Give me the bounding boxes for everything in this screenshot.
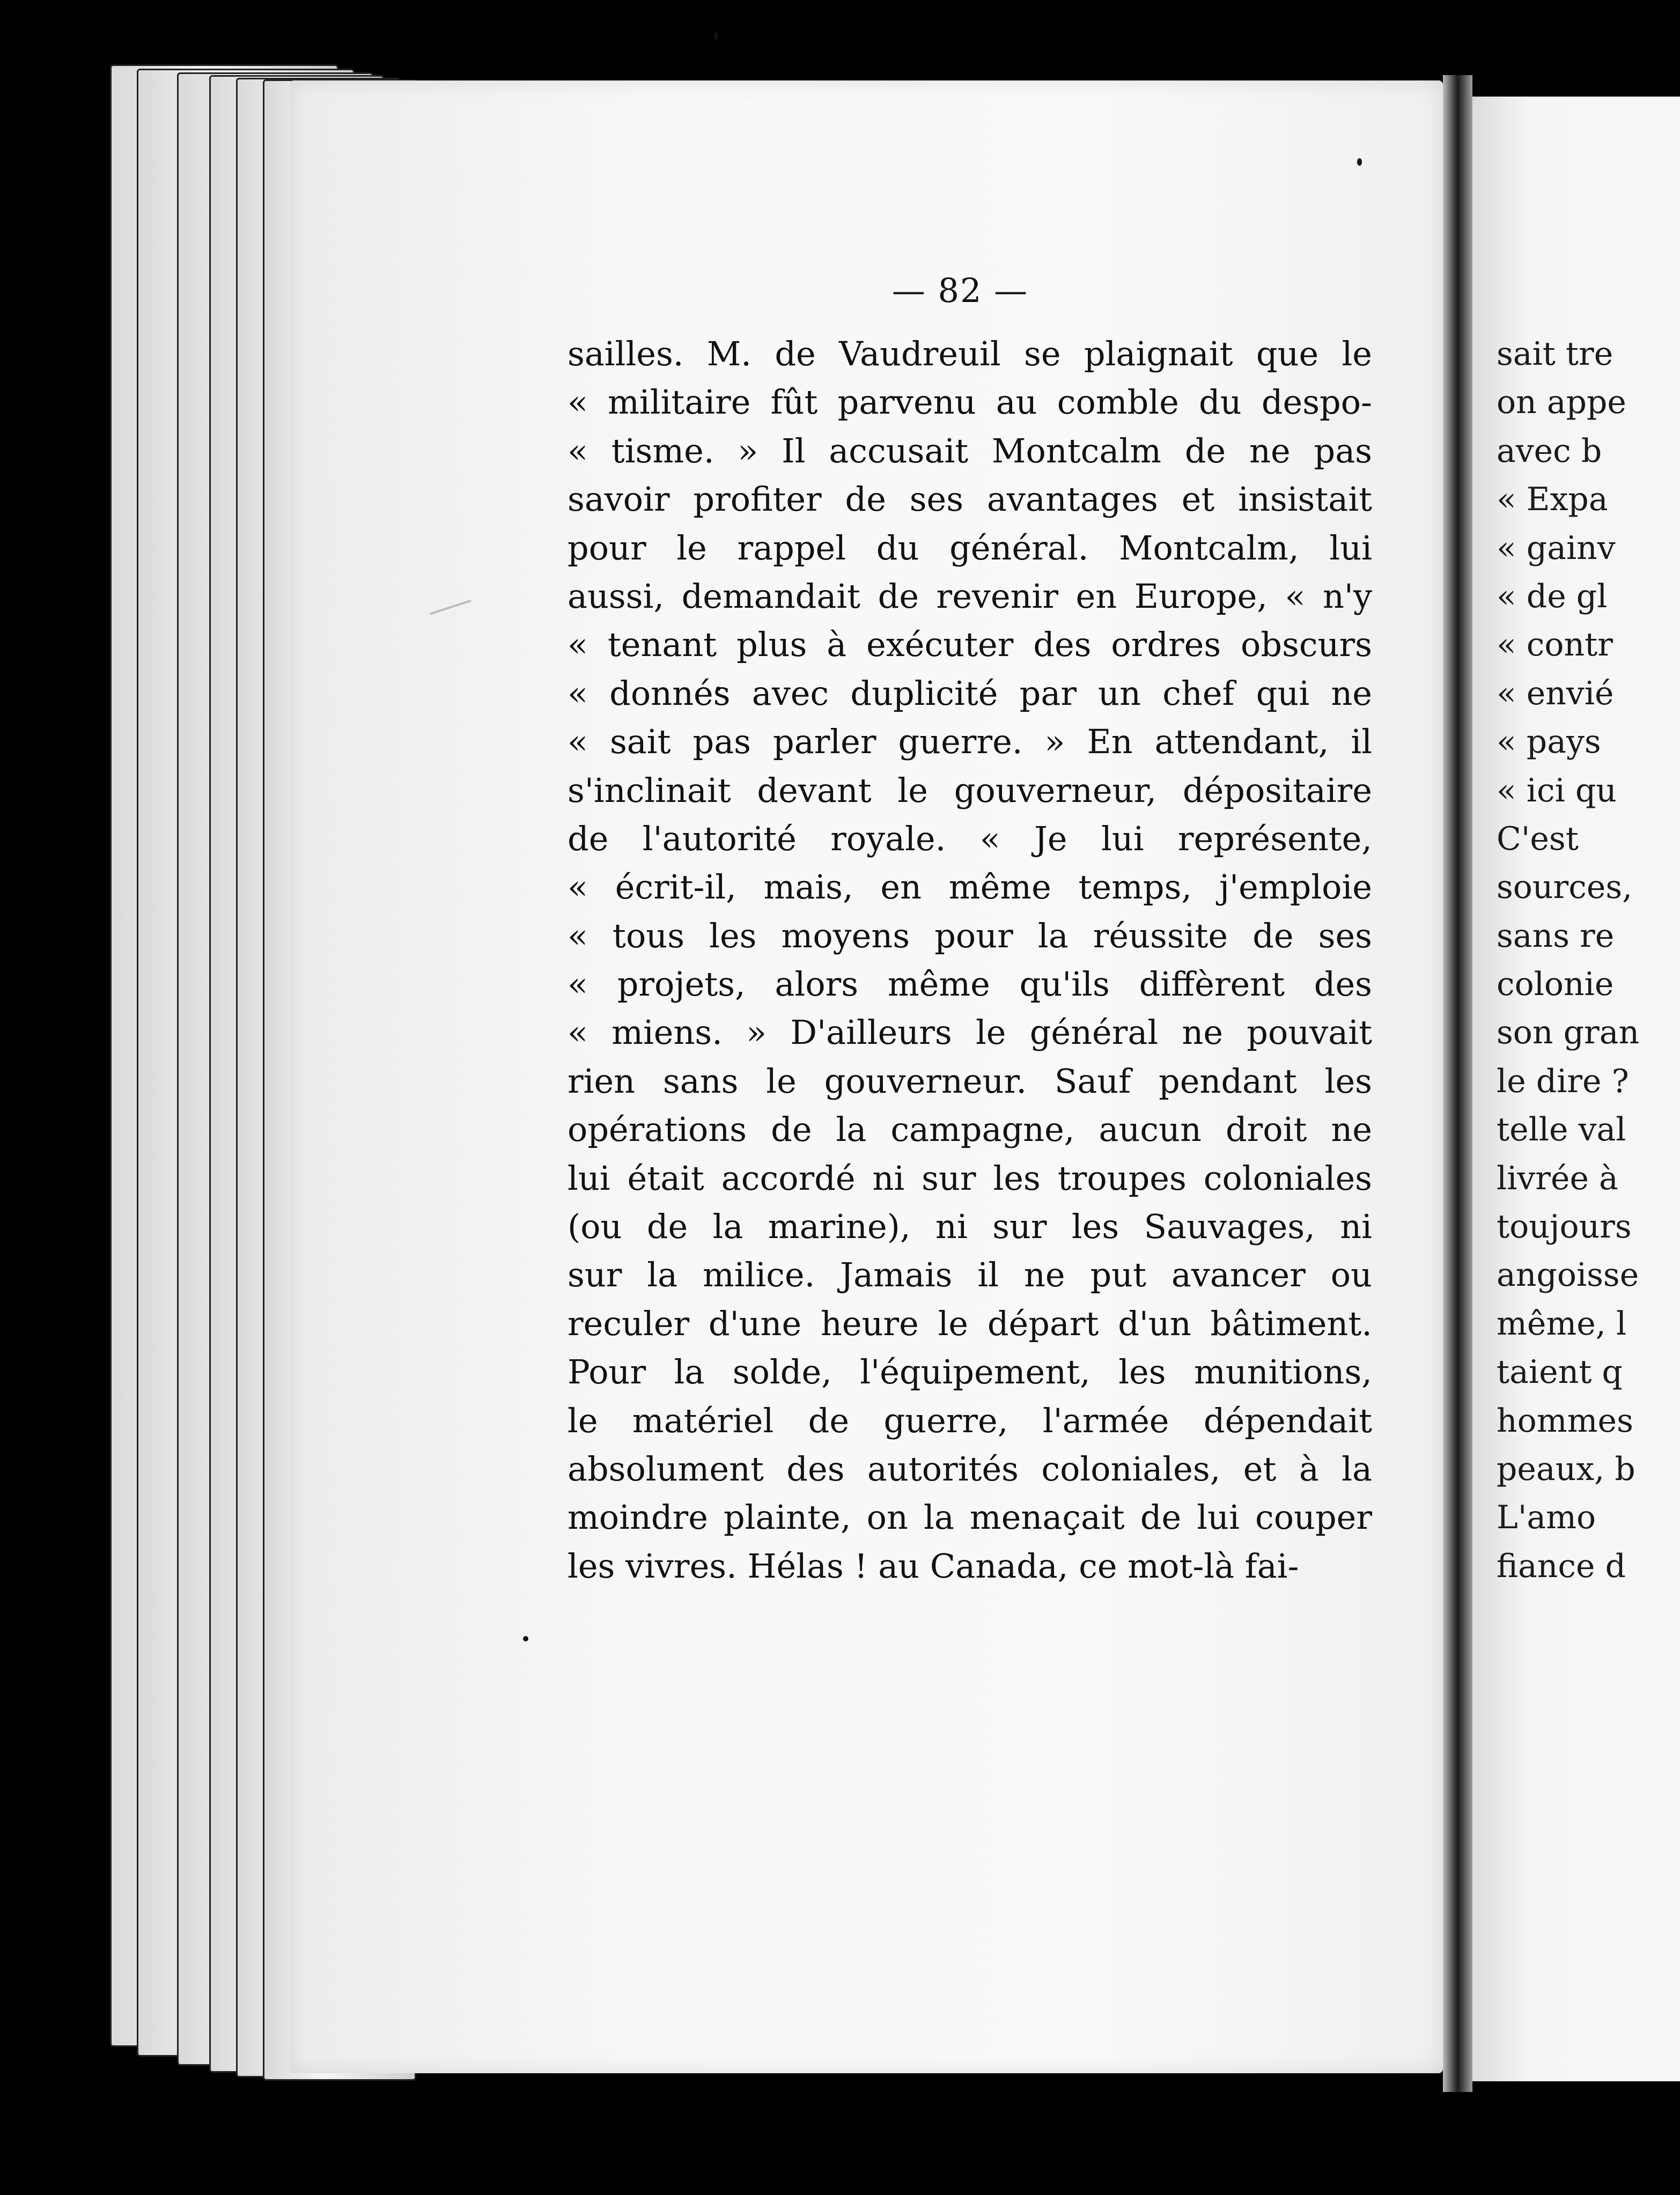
text-line: absolument des autorités coloniales, et à la xyxy=(568,1449,1372,1489)
body-text xyxy=(568,330,1372,1590)
text-line: « miens. » D'ailleurs le général ne pouvait xyxy=(568,1013,1372,1052)
text-line: « tenant plus à exécuter des ordres obscurs xyxy=(568,625,1372,665)
text-line: de l'autorité royale. « Je lui représente, xyxy=(568,819,1372,858)
facing-text-line: peaux, b xyxy=(1497,1450,1635,1488)
facing-text-line: on appe xyxy=(1497,384,1626,422)
text-line: « projets, alors même qu'ils diffèrent des xyxy=(568,964,1372,1004)
facing-text-line: colonie xyxy=(1497,966,1614,1004)
facing-text-line: sans re xyxy=(1497,917,1615,955)
text-line: (ou de la marine), ni sur les Sauvages, ni xyxy=(568,1207,1372,1247)
text-line: « tisme. » Il accusait Montcalm de ne pas xyxy=(568,431,1372,470)
facing-text-line: même, l xyxy=(1497,1305,1627,1343)
scan-speck xyxy=(1357,158,1362,166)
text-line: Pour la solde, l'équipement, les munitions, xyxy=(568,1352,1372,1392)
facing-page-text xyxy=(1497,330,1680,1590)
text-line: le matériel de guerre, l'armée dépendait xyxy=(568,1401,1372,1440)
text-line: « tous les moyens pour la réussite de ses xyxy=(568,916,1372,955)
facing-text-line: « contr xyxy=(1497,626,1613,664)
text-line: les vivres. Hélas ! au Canada, ce mot-là fai- xyxy=(568,1546,1299,1586)
text-line: aussi, demandait de revenir en Europe, « n'y xyxy=(568,576,1372,616)
text-line: rien sans le gouverneur. Sauf pendant les xyxy=(568,1061,1372,1101)
scan-speck xyxy=(523,1636,528,1641)
text-line: lui était accordé ni sur les troupes coloniales xyxy=(568,1158,1372,1198)
text-line: « militaire fût parvenu au comble du despo- xyxy=(568,382,1372,422)
facing-text-line: « envié xyxy=(1497,674,1614,712)
text-line: sur la milice. Jamais il ne put avancer ou xyxy=(568,1255,1372,1295)
page-number: — 82 — xyxy=(891,271,1029,310)
facing-text-line: angoisse xyxy=(1497,1256,1639,1294)
facing-text-line: « Expa xyxy=(1497,481,1608,519)
facing-text-line: fiance d xyxy=(1497,1547,1626,1585)
facing-text-line: telle val xyxy=(1497,1111,1626,1149)
facing-text-line: avec b xyxy=(1497,432,1602,470)
book-gutter xyxy=(1443,75,1472,2092)
facing-text-line: « de gl xyxy=(1497,577,1608,615)
text-line: reculer d'une heure le départ d'un bâtiment. xyxy=(568,1303,1372,1343)
facing-text-line: taient q xyxy=(1497,1353,1623,1391)
text-line: opérations de la campagne, aucun droit ne xyxy=(568,1110,1372,1150)
text-line: savoir profiter de ses avantages et insistait xyxy=(568,480,1372,519)
facing-text-line: le dire ? xyxy=(1497,1062,1629,1100)
facing-text-line: livrée à xyxy=(1497,1159,1618,1197)
facing-text-line: L'amo xyxy=(1497,1499,1596,1537)
facing-text-line: sait tre xyxy=(1497,335,1613,373)
text-line: s'inclinait devant le gouverneur, dépositaire xyxy=(568,770,1372,810)
text-line: « sait pas parler guerre. » En attendant, il xyxy=(568,722,1372,762)
facing-text-line: « gainv xyxy=(1497,529,1616,567)
scan-speck xyxy=(713,32,718,40)
facing-text-line: « pays xyxy=(1497,723,1601,761)
facing-text-line: sources, xyxy=(1497,868,1633,907)
facing-text-line: C'est xyxy=(1497,820,1579,858)
text-line: sailles. M. de Vaudreuil se plaignait que le xyxy=(568,334,1372,373)
text-line: moindre plainte, on la menaçait de lui couper xyxy=(568,1498,1372,1537)
facing-text-line: son gran xyxy=(1497,1014,1640,1052)
facing-text-line: « ici qu xyxy=(1497,771,1617,809)
facing-text-line: hommes xyxy=(1497,1402,1633,1440)
text-line: pour le rappel du général. Montcalm, lui xyxy=(568,528,1372,568)
text-line: « donnés avec duplicité par un chef qui ne xyxy=(568,673,1372,713)
text-line: « écrit-il, mais, en même temps, j'emploie xyxy=(568,867,1372,907)
facing-text-line: toujours xyxy=(1497,1208,1632,1246)
